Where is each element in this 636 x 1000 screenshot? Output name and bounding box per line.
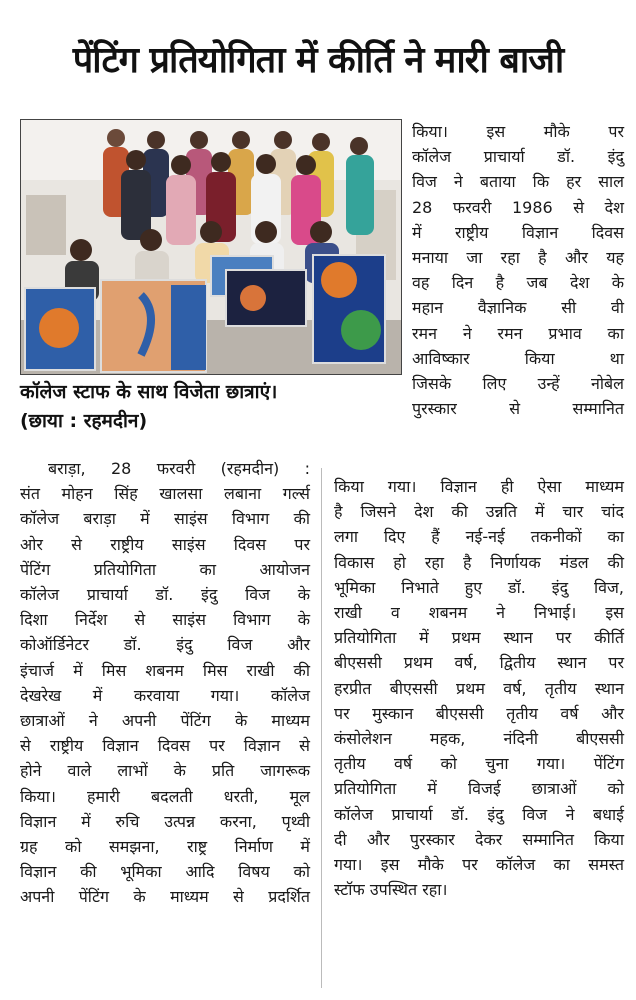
caption-line: कॉलेज स्टाफ के साथ विजेता छात्राएं। xyxy=(20,381,278,403)
text-line: किया। हमारी बदलती धरती, मूल xyxy=(20,786,310,806)
text-line: राखी व शबनम ने निभाई। इस xyxy=(334,603,624,623)
text-line: से राष्ट्रीय विज्ञान दिवस पर विज्ञान से xyxy=(20,736,310,756)
text-line: गया। इस मौके पर कॉलेज का समस्त xyxy=(334,855,624,875)
text-line: कॉलेज प्राचार्या डॉ. इंदु xyxy=(412,147,624,167)
text-line: पर मुस्कान बीएससी तृतीय वर्ष और xyxy=(334,703,624,723)
text-line: विकास हो रहा है निर्णायक मंडल की xyxy=(334,552,624,572)
text-line: दी और पुरस्कार देकर सम्मानित किया xyxy=(334,829,624,849)
news-photo xyxy=(20,119,402,375)
text-line: ग्रह को समझना, राष्ट्र निर्माण में xyxy=(20,837,310,857)
text-line: जिसके लिए उन्हें नोबेल xyxy=(412,374,624,394)
text-line: पेंटिंग प्रतियोगिता का आयोजन xyxy=(20,559,310,579)
text-line: आविष्कार किया था xyxy=(412,348,624,368)
text-line: है जिसने देश की उन्नति में चार चांद xyxy=(334,502,624,522)
text-line: कॉलेज प्राचार्या डॉ. इंदु विज ने बधाई xyxy=(334,804,624,824)
text-line: संत मोहन सिंह खालसा लबाना गर्ल्स xyxy=(20,484,310,504)
text-line: ओर से राष्ट्रीय साइंस दिवस पर xyxy=(20,534,310,554)
text-line: विज्ञान की भूमिका आदि विषय को xyxy=(20,862,310,882)
text-line: अपनी पेंटिंग के माध्यम से प्रदर्शित xyxy=(20,887,310,907)
column-divider xyxy=(321,468,322,988)
text-line: में राष्ट्रीय विज्ञान दिवस xyxy=(412,222,624,242)
text-line: तृतीय वर्ष को चुना गया। पेंटिंग xyxy=(334,754,624,774)
text-line: किया गया। विज्ञान ही ऐसा माध्यम xyxy=(334,477,624,496)
text-line: रमन ने रमन प्रभाव का xyxy=(412,323,624,343)
text-line: मनाया जा रहा है और यह xyxy=(412,248,624,268)
photo-caption xyxy=(20,378,410,436)
text-line: लगा दिए हैं नई-नई तकनीकों का xyxy=(334,527,624,547)
caption-credit: (छाया : रहमदीन) xyxy=(20,410,148,432)
text-line: कंसोलेशन महक, नंदिनी बीएससी xyxy=(334,729,624,749)
text-line: हरप्रीत बीएससी प्रथम वर्ष, तृतीय स्थान xyxy=(334,678,624,698)
text-line: भूमिका निभाते हुए डॉ. इंदु विज, xyxy=(334,577,624,597)
text-line: प्रतियोगिता में प्रथम स्थान पर कीर्ति xyxy=(334,628,624,648)
text-line: दिशा निर्देश से साइंस विभाग के xyxy=(20,610,310,630)
text-line: प्रतियोगिता में विजई छात्राओं को xyxy=(334,779,624,799)
text-line: देखरेख में करवाया गया। कॉलेज xyxy=(20,685,310,705)
text-line: इंचार्ज में मिस शबनम मिस राखी की xyxy=(20,660,310,680)
text-line: 28 फरवरी 1986 से देश xyxy=(412,197,624,217)
text-line: पुरस्कार से सम्मानित xyxy=(412,399,624,419)
headline: पेंटिंग प्रतियोगिता में कीर्ति ने मारी बाजी xyxy=(72,39,564,81)
text-line: महान वैज्ञानिक सी वी xyxy=(412,298,624,318)
text-line: कॉलेज बराड़ा में साइंस विभाग की xyxy=(20,509,310,529)
text-line: बीएससी प्रथम वर्ष, द्वितीय स्थान पर xyxy=(334,653,624,673)
text-line: विज्ञान में रुचि उत्पन्न करना, पृथ्वी xyxy=(20,811,310,831)
text-line: किया। इस मौके पर xyxy=(412,122,624,141)
text-line: होने वाले लाभों के प्रति जागरूक xyxy=(20,761,310,781)
group-photo-illustration xyxy=(21,120,401,374)
dateline: बराड़ा, 28 फरवरी (रहमदीन) : xyxy=(48,459,310,478)
text-line: स्टॉफ उपस्थित रहा। xyxy=(334,880,448,900)
article-column-right-top xyxy=(412,119,624,421)
article-column-left xyxy=(20,456,310,910)
text-line: विज ने बताया कि हर साल xyxy=(412,172,624,192)
text-line: कॉलेज प्राचार्या डॉ. इंदु विज के xyxy=(20,585,310,605)
text-line: कोऑर्डिनेटर डॉ. इंदु विज और xyxy=(20,635,310,655)
text-line: वह दिन है जब देश के xyxy=(412,273,624,293)
article-column-right-bottom xyxy=(334,474,624,902)
text-line: छात्राओं ने अपनी पेंटिंग के माध्यम xyxy=(20,711,310,731)
